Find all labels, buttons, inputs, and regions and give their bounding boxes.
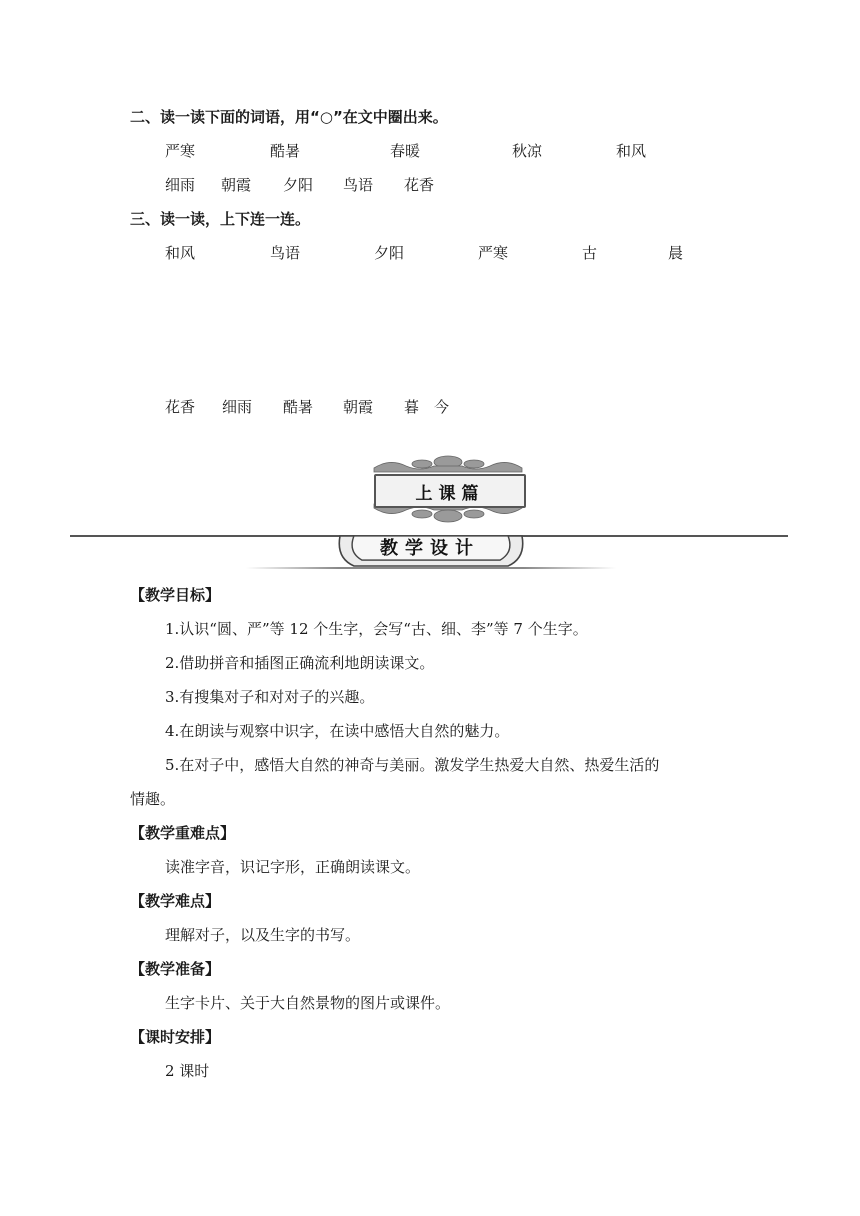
word-yanhan: 严寒: [165, 142, 196, 160]
match-bottom-1: 花香: [165, 398, 196, 416]
match-top-1: 和风: [165, 244, 196, 262]
goal-item-4: 4.在朗读与观察中识字，在读中感悟大自然的魅力。: [165, 722, 510, 740]
goal-item-5-cont: 情趣。: [130, 790, 176, 808]
schedule-heading: 【课时安排】: [130, 1028, 221, 1046]
match-top-4: 严寒: [478, 244, 509, 262]
match-top-5: 古: [582, 244, 598, 262]
banner-underline: [246, 567, 616, 569]
match-top-6: 晨: [668, 244, 684, 262]
difficulties-text: 理解对子，以及生字的书写。: [165, 926, 361, 944]
goal-item-1: 1.认识“圆、严”等 12 个生字，会写“古、细、李”等 7 个生字。: [165, 620, 588, 638]
match-bottom-6: 今: [434, 398, 450, 416]
goals-heading: 【教学目标】: [130, 586, 221, 604]
keypoints-heading: 【教学重难点】: [130, 824, 236, 842]
goal-item-2: 2.借助拼音和插图正确流利地朗读课文。: [165, 654, 435, 672]
match-bottom-2: 细雨: [222, 398, 253, 416]
match-bottom-4: 朝霞: [343, 398, 374, 416]
banner-title: 教学设计: [380, 538, 480, 559]
section-header-box: [374, 474, 526, 508]
keypoints-text: 读准字音，识记字形，正确朗读课文。: [165, 858, 421, 876]
match-top-3: 夕阳: [374, 244, 405, 262]
word-qiuliang: 秋凉: [512, 142, 543, 160]
match-bottom-3: 酷暑: [283, 398, 314, 416]
preparation-text: 生字卡片、关于大自然景物的图片或课件。: [165, 994, 451, 1012]
goal-item-3: 3.有搜集对子和对对子的兴趣。: [165, 688, 375, 706]
match-bottom-5: 暮: [404, 398, 420, 416]
word-zhaoxia: 朝霞: [221, 176, 252, 194]
match-top-2: 鸟语: [270, 244, 301, 262]
word-huaxiang: 花香: [404, 176, 435, 194]
difficulties-heading: 【教学难点】: [130, 892, 221, 910]
goal-item-5: 5.在对子中，感悟大自然的神奇与美丽。激发学生热爱大自然、热爱生活的: [165, 756, 660, 774]
word-hefeng: 和风: [616, 142, 647, 160]
word-xiyang: 夕阳: [283, 176, 314, 194]
word-xiyu: 细雨: [165, 176, 196, 194]
exercise3-title: 三、读一读，上下连一连。: [130, 210, 311, 228]
word-chunnuan: 春暖: [390, 142, 421, 160]
word-niaoyu: 鸟语: [343, 176, 374, 194]
banner: [352, 532, 508, 562]
exercise2-title: 二、读一读下面的词语，用“○”在文中圈出来。: [130, 108, 448, 126]
section-header: 上课篇: [415, 483, 485, 504]
word-kushu: 酷暑: [270, 142, 301, 160]
schedule-text: 2 课时: [165, 1062, 210, 1080]
preparation-heading: 【教学准备】: [130, 960, 221, 978]
